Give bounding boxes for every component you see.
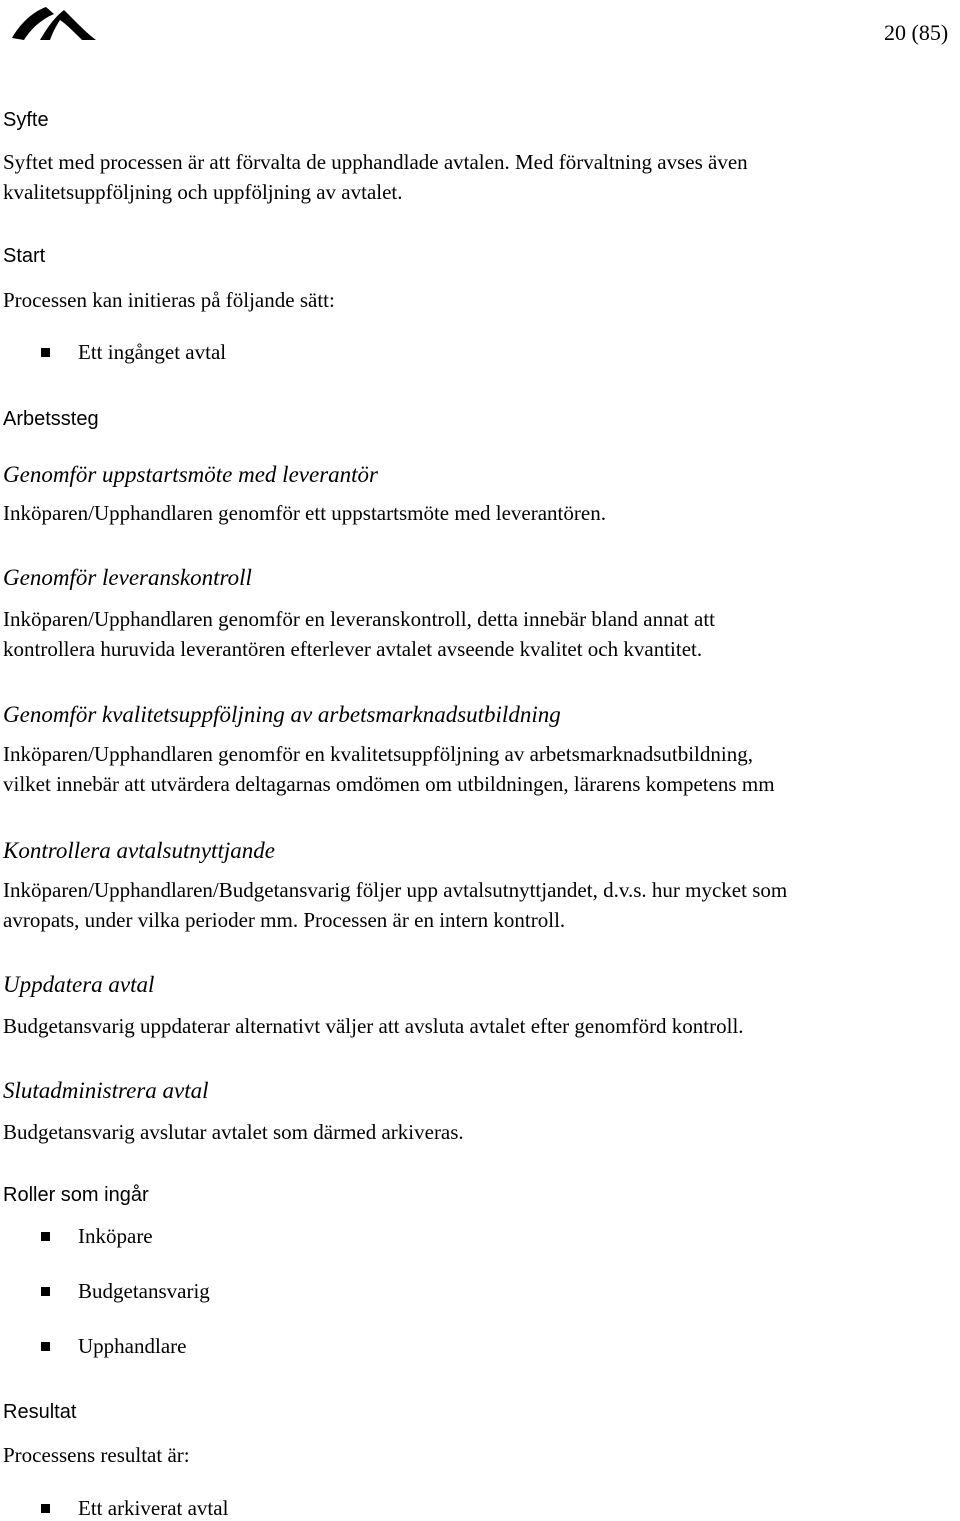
syfte-text-line-1: Syftet med processen är att förvalta de upphandlade avtalen. Med förvaltning avses även xyxy=(3,150,748,174)
heading-arbetssteg: Arbetssteg xyxy=(3,408,99,430)
bullet-square-icon xyxy=(41,1342,50,1351)
step-5-title: Uppdatera avtal xyxy=(3,972,155,997)
step-6-line-1: Budgetansvarig avslutar avtalet som därmed arkiveras. xyxy=(3,1120,464,1144)
step-2-line-1: Inköparen/Upphandlaren genomför en leveranskontroll, detta innebär bland annat att xyxy=(3,607,715,631)
step-3-line-2: vilket innebär att utvärdera deltagarnas omdömen om utbildningen, lärarens kompetens mm xyxy=(3,772,775,796)
step-6-title: Slutadministrera avtal xyxy=(3,1078,209,1103)
heading-start: Start xyxy=(3,245,46,267)
bullet-square-icon xyxy=(41,1287,50,1296)
heading-resultat: Resultat xyxy=(3,1401,77,1423)
start-bullet-text: Ett ingånget avtal xyxy=(78,340,227,364)
roller-bullet-3-text: Upphandlare xyxy=(78,1334,187,1358)
roller-bullet-2-text: Budgetansvarig xyxy=(78,1279,210,1303)
step-4-title: Kontrollera avtalsutnyttjande xyxy=(3,838,275,863)
step-2-line-2: kontrollera huruvida leverantören efterlever avtalet avseende kvalitet och kvantitet. xyxy=(3,637,703,661)
step-1-line-1: Inköparen/Upphandlaren genomför ett uppstartsmöte med leverantören. xyxy=(3,501,606,525)
page-number: 20 (85) xyxy=(884,20,949,45)
heading-roller: Roller som ingår xyxy=(3,1184,149,1206)
step-4-line-1: Inköparen/Upphandlaren/Budgetansvarig följer upp avtalsutnyttjandet, d.v.s. hur mycket som xyxy=(3,878,788,902)
resultat-bullet-text: Ett arkiverat avtal xyxy=(78,1496,229,1520)
step-3-title: Genomför kvalitetsuppföljning av arbetsmarknadsutbildning xyxy=(3,702,561,727)
bullet-square-icon xyxy=(41,1232,50,1241)
company-logo xyxy=(10,4,96,42)
step-3-line-1: Inköparen/Upphandlaren genomför en kvalitetsuppföljning av arbetsmarknadsutbildning, xyxy=(3,742,753,766)
bullet-square-icon xyxy=(41,348,50,357)
step-2-title: Genomför leveranskontroll xyxy=(3,565,252,590)
syfte-text-line-2: kvalitetsuppföljning och uppföljning av avtalet. xyxy=(3,180,403,204)
step-4-line-2: avropats, under vilka perioder mm. Processen är en intern kontroll. xyxy=(3,908,566,932)
bullet-square-icon xyxy=(41,1504,50,1513)
resultat-text: Processens resultat är: xyxy=(3,1443,190,1467)
start-text: Processen kan initieras på följande sätt: xyxy=(3,288,335,312)
heading-syfte: Syfte xyxy=(3,109,49,131)
step-5-line-1: Budgetansvarig uppdaterar alternativt väljer att avsluta avtalet efter genomförd kontroll. xyxy=(3,1014,744,1038)
roller-bullet-1-text: Inköpare xyxy=(78,1224,153,1248)
step-1-title: Genomför uppstartsmöte med leverantör xyxy=(3,462,378,487)
